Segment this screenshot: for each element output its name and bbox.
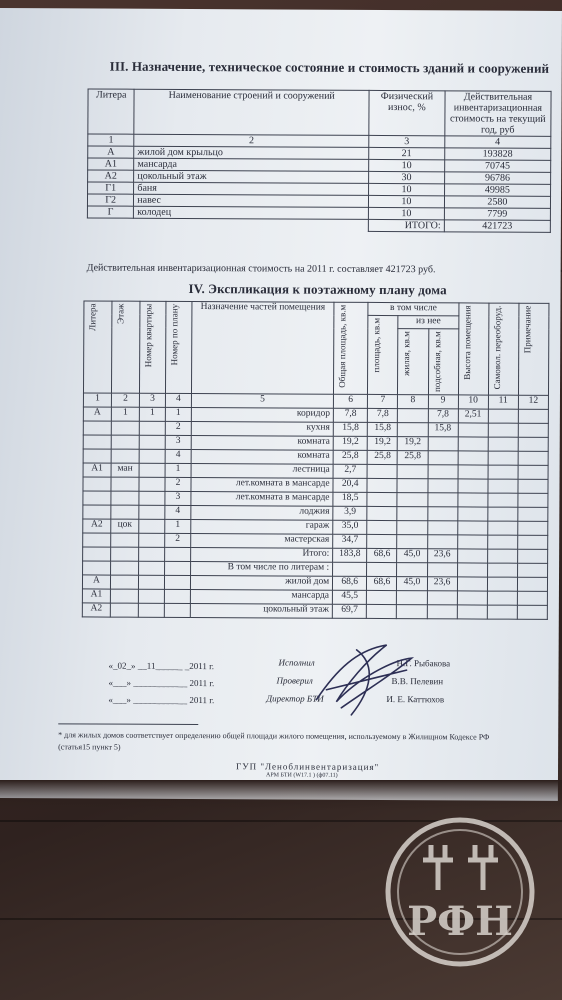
cell-aux [428, 450, 458, 464]
section-3-title: III. Назначение, техническое состояние и стоимость зданий и сооружений [109, 58, 550, 76]
cell-room: 4 [165, 449, 191, 463]
cell-selfmade [488, 507, 518, 521]
cell-remark [517, 535, 547, 549]
cell-total: 45,5 [332, 590, 366, 604]
cell-height [458, 465, 488, 479]
cell-aux [428, 478, 458, 492]
cell-area [367, 506, 397, 520]
cell-living [397, 590, 427, 604]
cell-selfmade [488, 479, 518, 493]
cell-height: 2,51 [458, 409, 488, 423]
cell-selfmade [487, 535, 517, 549]
row-value: 2580 [444, 196, 550, 209]
cell-area: 25,8 [367, 450, 397, 464]
cell-selfmade [488, 423, 518, 437]
colnum: 1 [88, 134, 134, 146]
footnote-line1: для жилых домов соответствует определению общей площади жилого помещения, используемому в Жилищном Кодексе РФ [64, 730, 490, 742]
cell-purpose: лоджия [191, 505, 333, 520]
cell-floor [111, 533, 139, 547]
colnum: 5 [191, 393, 333, 408]
cell-living [398, 422, 428, 436]
cell-height [457, 535, 487, 549]
row-value: 193828 [445, 148, 551, 161]
cell-total: 69,7 [332, 604, 366, 618]
cell-litera [83, 491, 111, 505]
cell-remark [518, 451, 548, 465]
handwritten-signature [296, 630, 426, 721]
row-litera: Г2 [87, 194, 133, 206]
cell-room [165, 547, 191, 561]
cell-aux [427, 590, 457, 604]
buildings-total-row [87, 218, 550, 232]
cell-total: 3,9 [333, 506, 367, 520]
cell-height [457, 563, 487, 577]
cell-total: 183,8 [333, 548, 367, 562]
cell-remark [518, 507, 548, 521]
h-aux-text: подсобная, кв.м [431, 331, 442, 393]
buildings-table [87, 88, 552, 232]
cell-remark [518, 493, 548, 507]
cell-remark [518, 479, 548, 493]
row-wear: 10 [368, 207, 444, 219]
cell-purpose: коридор [191, 407, 333, 422]
cell-total: 18,5 [333, 492, 367, 506]
cell-living [397, 478, 427, 492]
cell-area: 15,8 [368, 422, 398, 436]
cell-selfmade [488, 437, 518, 451]
cell-litera [83, 435, 111, 449]
cell-litera: А [82, 575, 110, 589]
cell-apt [139, 533, 165, 547]
cell-area [367, 534, 397, 548]
h-area-text: площадь, кв.м [371, 317, 382, 373]
cell-floor [111, 421, 139, 435]
colnum: 10 [458, 395, 488, 409]
floor-plan-table [82, 300, 550, 619]
row-value: 96786 [444, 172, 550, 185]
section-4-title: IV. Экспликация к поэтажному плану дома [188, 280, 447, 298]
cell-purpose: комната [191, 449, 333, 464]
header-row-1 [84, 301, 549, 316]
cell-height [457, 605, 487, 619]
h-litera-text: Литера [87, 303, 98, 331]
h-remark [518, 303, 549, 395]
row-name: баня [134, 182, 369, 195]
row-value: 70745 [444, 160, 550, 173]
role-director: Директор БТИ [266, 693, 324, 704]
colnum: 1 [83, 393, 111, 407]
cell-apt: 1 [139, 407, 165, 421]
cell-litera [83, 547, 111, 561]
cell-aux [427, 492, 457, 506]
cell-selfmade [488, 493, 518, 507]
cell-area: 68,6 [367, 576, 397, 590]
h-room-text: Номер по плану [169, 303, 180, 366]
cell-living [397, 506, 427, 520]
cell-floor [110, 589, 138, 603]
cell-total: 15,8 [333, 422, 367, 436]
h-of-which: из нее [398, 316, 458, 329]
cell-purpose: гараж [191, 519, 333, 534]
row-litera: А2 [88, 170, 134, 182]
total-label: ИТОГО: [368, 219, 444, 231]
cell-floor [111, 491, 139, 505]
cell-floor [111, 561, 139, 575]
h-purpose: Назначение частей помещения [191, 302, 334, 394]
h-selfmade-text: Самовол. переоборуд. [491, 305, 503, 390]
cell-aux [428, 436, 458, 450]
cell-litera [83, 533, 111, 547]
h-total [334, 302, 369, 394]
cell-selfmade [487, 577, 517, 591]
row-wear: 21 [369, 147, 445, 159]
cell-apt [138, 589, 164, 603]
row-litera: А [88, 146, 134, 158]
cell-living [397, 604, 427, 618]
cell-litera: А1 [82, 589, 110, 603]
colnum: 3 [369, 135, 445, 147]
cell-living [398, 408, 428, 422]
cell-remark [518, 521, 548, 535]
cell-remark [518, 465, 548, 479]
h-apt-text: Номер квартиры [143, 303, 154, 368]
cell-height [458, 493, 488, 507]
cell-litera: А2 [83, 519, 111, 533]
cell-litera: А2 [82, 603, 110, 617]
row-name: цокольный этаж [134, 170, 369, 183]
cell-area [367, 492, 397, 506]
colnum: 9 [428, 394, 458, 408]
cell-height [458, 423, 488, 437]
cell-purpose: комната [191, 435, 333, 450]
cell-floor [110, 575, 138, 589]
cell-area [367, 562, 397, 576]
cell-total: 19,2 [333, 436, 367, 450]
cell-room: 3 [165, 491, 191, 505]
col-name: Наименование строений и сооружений [134, 89, 369, 135]
cell-remark [517, 591, 547, 605]
col-litera: Литера [88, 89, 135, 134]
h-litera [83, 301, 111, 393]
cell-room: 3 [165, 435, 191, 449]
col-value: Действительная инвентаризационная стоимость на текущий год, руб [445, 91, 551, 137]
cell-remark [517, 549, 547, 563]
colnum: 3 [139, 393, 165, 407]
cell-living: 45,0 [397, 576, 427, 590]
colnum: 12 [518, 395, 548, 409]
paper-shadow [0, 780, 562, 810]
cell-remark [517, 605, 547, 619]
cell-room [164, 575, 190, 589]
cell-litera [83, 561, 111, 575]
row-wear: 10 [368, 195, 444, 207]
cell-aux [427, 506, 457, 520]
cell-purpose: В том числе по литерам : [190, 561, 332, 576]
cell-litera [83, 477, 111, 491]
cell-floor: цок [111, 519, 139, 533]
rfn-watermark-logo [383, 815, 538, 970]
row-name: жилой дом крыльцо [134, 146, 369, 159]
buildings-table-header [88, 89, 551, 136]
cell-apt [139, 491, 165, 505]
cell-aux [427, 534, 457, 548]
row-wear: 30 [369, 171, 445, 183]
colnum: 11 [488, 395, 518, 409]
cell-apt [138, 603, 164, 617]
cell-selfmade [488, 465, 518, 479]
cell-area: 7,8 [368, 408, 398, 422]
name-director: И. Е. Каттюхов [386, 694, 445, 705]
cell-aux [427, 562, 457, 576]
cell-purpose: цокольный этаж [190, 603, 332, 618]
colnum: 2 [134, 134, 369, 147]
cell-selfmade [488, 451, 518, 465]
logo-text: РФН [407, 898, 513, 945]
colnum: 4 [445, 136, 551, 149]
cell-litera [83, 505, 111, 519]
cell-remark [518, 437, 548, 451]
cell-height [458, 451, 488, 465]
cell-area [367, 604, 397, 618]
h-room [165, 301, 191, 393]
cell-aux [427, 520, 457, 534]
cell-aux [428, 464, 458, 478]
cell-aux [427, 604, 457, 618]
cell-living [397, 520, 427, 534]
row-value: 49985 [444, 184, 550, 197]
row-wear: 10 [369, 159, 445, 171]
h-apt [140, 301, 166, 393]
cell-apt [139, 449, 165, 463]
total-value: 421723 [444, 220, 550, 233]
row-name: колодец [134, 206, 369, 219]
role-executor: Исполнил [278, 657, 315, 668]
cell-living [397, 464, 427, 478]
buildings-table-body [87, 146, 550, 220]
cell-selfmade [487, 605, 517, 619]
cell-living [397, 492, 427, 506]
h-area [368, 315, 399, 394]
cell-apt [139, 463, 165, 477]
h-living [398, 329, 428, 395]
cell-litera [83, 449, 111, 463]
cell-living: 25,8 [398, 450, 428, 464]
cell-floor [111, 435, 139, 449]
colnum: 6 [334, 394, 368, 408]
h-height-text: Высота помещения [461, 305, 473, 380]
cell-room: 1 [165, 519, 191, 533]
cell-purpose: лет.комната в мансарде [191, 491, 333, 506]
cell-remark [517, 577, 547, 591]
cell-room [165, 561, 191, 575]
cell-room [164, 589, 190, 603]
cell-total: 34,7 [333, 534, 367, 548]
cell-total: 7,8 [333, 408, 367, 422]
cell-floor [111, 477, 139, 491]
cell-purpose: мастерская [191, 533, 333, 548]
floor-plan-row [82, 603, 547, 619]
cell-room: 2 [165, 421, 191, 435]
cell-apt [139, 519, 165, 533]
cell-selfmade [487, 549, 517, 563]
cell-aux: 23,6 [427, 576, 457, 590]
cell-room: 1 [165, 463, 191, 477]
h-floor [112, 301, 140, 393]
h-selfmade [488, 303, 519, 395]
footnote-star: * [58, 730, 63, 740]
footnote-ref: (статья15 пункт 5) [58, 742, 121, 752]
cell-apt [139, 547, 165, 561]
footnote-text [58, 730, 489, 741]
h-living-text: жилая, кв.м [401, 331, 412, 376]
cell-litera: А1 [83, 463, 111, 477]
cell-total: 20,4 [333, 478, 367, 492]
h-remark-text: Примечание [522, 305, 533, 354]
cell-aux: 7,8 [428, 408, 458, 422]
cell-total: 2,7 [333, 464, 367, 478]
cell-apt [139, 421, 165, 435]
cell-remark [518, 423, 548, 437]
cell-apt [139, 505, 165, 519]
cell-floor [111, 449, 139, 463]
cell-purpose: лет.комната в мансарде [191, 477, 333, 492]
cell-apt [139, 477, 165, 491]
colnum: 7 [368, 394, 398, 408]
cell-litera [83, 421, 111, 435]
cell-room: 2 [165, 533, 191, 547]
cell-height [457, 507, 487, 521]
h-floor-text: Этаж [115, 303, 126, 324]
h-aux [428, 329, 458, 395]
cell-total: 35,0 [333, 520, 367, 534]
cell-room: 4 [165, 505, 191, 519]
name-executor: Н.Г. Рыбакова [396, 658, 451, 669]
cell-total [333, 562, 367, 576]
cell-floor [111, 505, 139, 519]
cell-room [164, 603, 190, 617]
cell-height [457, 591, 487, 605]
cell-aux: 23,6 [427, 548, 457, 562]
cell-purpose: мансарда [190, 589, 332, 604]
h-incl: в том числе [368, 302, 458, 315]
cell-apt [139, 561, 165, 575]
floor-plan-body [82, 407, 548, 619]
cell-floor: ман [111, 463, 139, 477]
cell-room: 1 [165, 407, 191, 421]
h-height [458, 303, 489, 395]
role-checker: Проверил [276, 675, 313, 686]
row-litera: Г [87, 206, 133, 218]
cell-selfmade [487, 563, 517, 577]
row-litera: Г1 [88, 182, 134, 194]
cell-purpose: кухня [191, 421, 333, 436]
cell-living [397, 534, 427, 548]
cell-height [457, 577, 487, 591]
cell-room: 2 [165, 477, 191, 491]
date-2: «___» ____________ 2011 г. [108, 677, 215, 689]
cell-selfmade [487, 521, 517, 535]
date-1: «_02_» __11______ _2011 г. [108, 660, 215, 672]
cell-aux: 15,8 [428, 422, 458, 436]
cell-remark [518, 409, 548, 423]
col-wear: Физический износ, % [369, 90, 445, 135]
cell-floor [111, 547, 139, 561]
cell-height [458, 437, 488, 451]
row-name: навес [134, 194, 369, 207]
cell-purpose: жилой дом [190, 575, 332, 590]
cell-total: 25,8 [333, 450, 367, 464]
colnum: 4 [165, 393, 191, 407]
cell-living: 19,2 [398, 436, 428, 450]
cell-area [367, 590, 397, 604]
footnote-rule [58, 723, 198, 725]
cell-area [367, 520, 397, 534]
document-page [0, 8, 562, 801]
cell-selfmade [488, 409, 518, 423]
name-checker: В.В. Пелевин [391, 676, 444, 687]
cell-floor: 1 [111, 407, 139, 421]
cell-area: 19,2 [368, 436, 398, 450]
cell-area: 68,6 [367, 548, 397, 562]
cell-height [457, 521, 487, 535]
cell-total: 68,6 [333, 576, 367, 590]
cell-height [457, 549, 487, 563]
cell-apt [138, 575, 164, 589]
cell-purpose: лестница [191, 463, 333, 478]
cell-floor [110, 603, 138, 617]
org-name: ГУП "Леноблинвентаризация" [236, 761, 380, 772]
date-3: «___» ____________ 2011 г. [108, 694, 215, 706]
row-litera: А1 [88, 158, 134, 170]
value-summary: Действительная инвентаризационная стоимость на 2011 г. составляет 421723 руб. [86, 262, 436, 276]
cell-selfmade [487, 591, 517, 605]
cell-apt [139, 435, 165, 449]
row-value: 7799 [444, 208, 550, 221]
row-name: мансарда [134, 158, 369, 171]
cell-area [367, 464, 397, 478]
org-sub: АРМ БТИ (W17.1 ) (ф07.11) [265, 772, 338, 779]
cell-litera: А [83, 407, 111, 421]
cell-height [458, 479, 488, 493]
colnum: 8 [398, 394, 428, 408]
colnum: 2 [111, 393, 139, 407]
cell-living [397, 562, 427, 576]
cell-living: 45,0 [397, 548, 427, 562]
cell-remark [517, 563, 547, 577]
row-wear: 10 [369, 183, 445, 195]
cell-purpose: Итого: [191, 547, 333, 562]
cell-area [367, 478, 397, 492]
h-total-text: Общая площадь, кв.м [337, 304, 348, 388]
